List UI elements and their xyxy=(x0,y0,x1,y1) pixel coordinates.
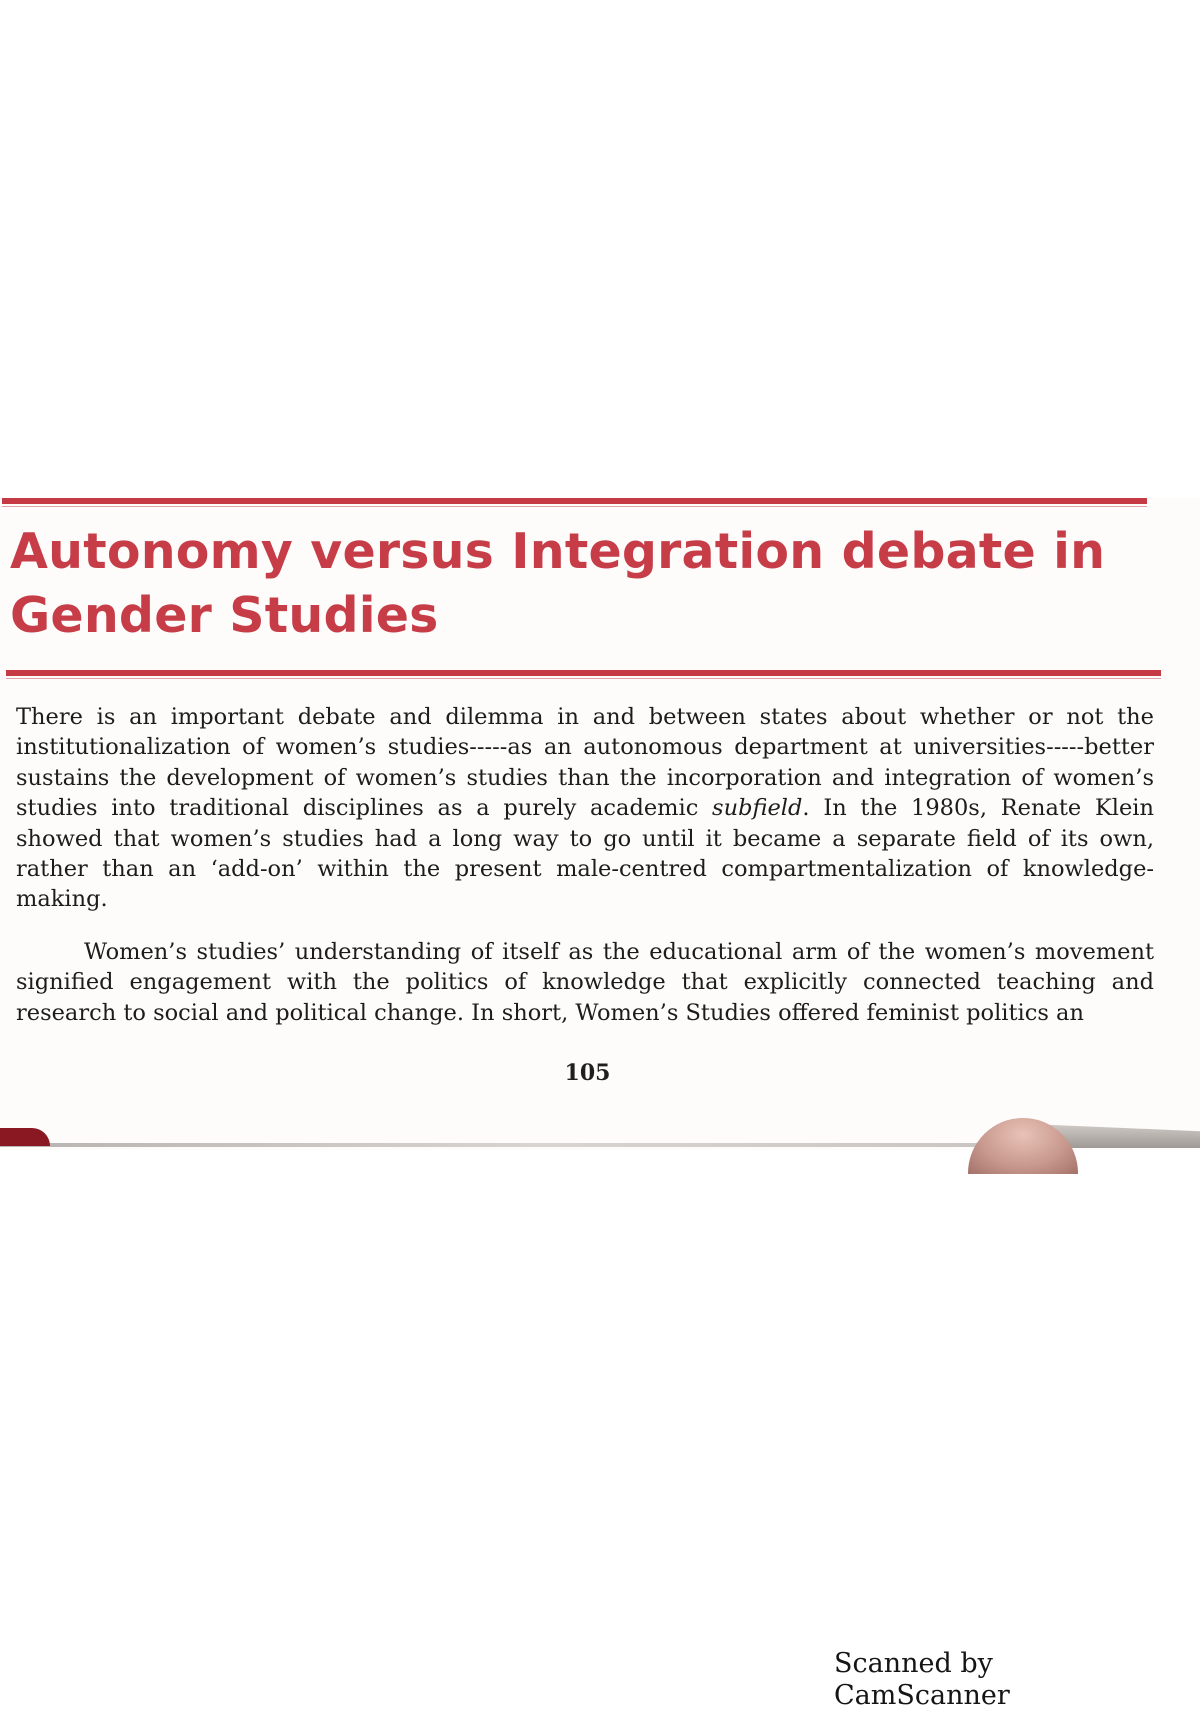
paragraph-1-emphasis: subfield xyxy=(712,795,803,822)
cover-corner xyxy=(0,1128,50,1146)
chapter-heading xyxy=(10,520,1130,648)
paragraph-1-text-b: . In the 1980s, Renate Klein showed that women’s studies had a long way to go until it became a separate field of its own, rather than an ‘add-on’ within the present male-centred compartmentalization of knowledge-making. xyxy=(16,795,1154,913)
top-rule-shadow xyxy=(2,506,1147,507)
bottom-rule-shadow xyxy=(6,678,1161,679)
top-rule xyxy=(2,498,1147,504)
paragraph-1 xyxy=(16,702,1154,915)
heading-line-1: Autonomy versus Integration debate in xyxy=(10,523,1106,580)
scanner-watermark: Scanned by CamScanner xyxy=(834,1648,1010,1711)
heading-line-2: Gender Studies xyxy=(10,587,439,644)
body-text xyxy=(16,702,1154,1028)
bottom-rule xyxy=(6,670,1161,676)
paragraph-2: Women’s studies’ understanding of itself as the educational arm of the women’s movement signified engagement with the politics of knowledge that explicitly connected teaching and research to social and political change. In short, Women’s Studies offered feminist politics an xyxy=(16,938,1154,1026)
page-number: 105 xyxy=(564,1060,611,1086)
paragraph-1-text-a: There is an important debate and dilemma in and between states about whether or not the institutionalization of women’s studies-----as an autonomous department at universities-----better sustains the development of women’s studies than the incorporation and integration of women’s studies into traditional disciplines as a purely academic xyxy=(16,704,1154,822)
